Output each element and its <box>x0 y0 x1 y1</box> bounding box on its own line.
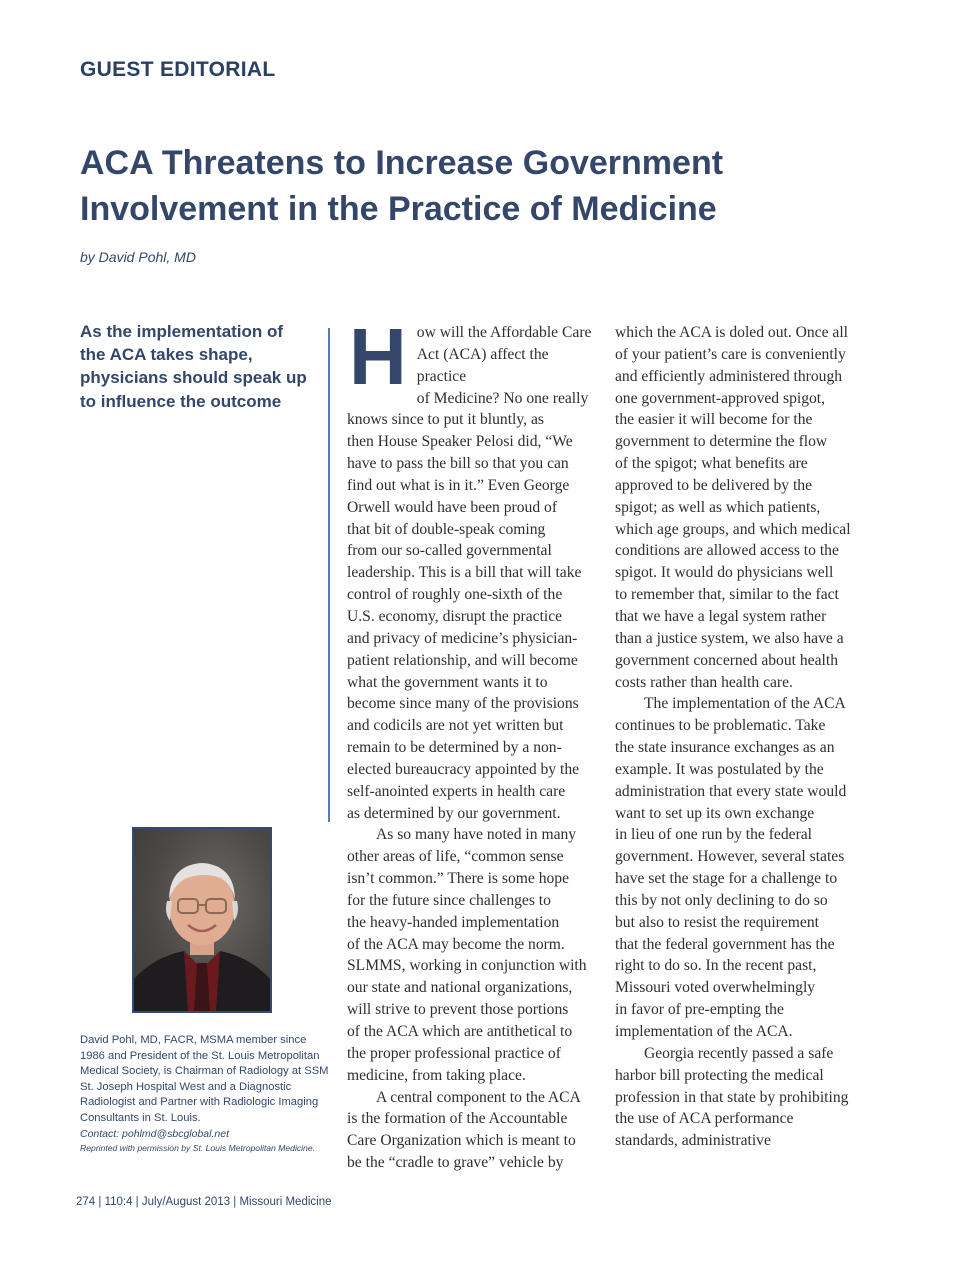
paragraph-1-text: ow will the Affordable Care Act (ACA) affect the practice of Medicine? No one really knows since to put it bluntly, as then House Speaker Pelosi did, “We have to pass the bill so that you can find out what is in it.” Even George Orwell would have been proud of that bit of double-speak coming from our so-called governmental leadership. This is a bill that will take control of roughly one-sixth of the U.S. economy, disrupt the practice and privacy of medicine’s physician- patient relationship, and will become what the government wants it to become since many of the provisions and codicils are not yet written but remain to be determined by a non- elected bureaucracy appointed by the self-anointed experts in health care as determined by our government. <box>347 324 592 822</box>
article-title: ACA Threatens to Increase Government Involvement in the Practice of Medicine <box>80 144 724 228</box>
pull-quote: As the implementation of the ACA takes shape, physicians should speak up to influence the outcome <box>80 322 307 411</box>
author-bio-text: David Pohl, MD, FACR, MSMA member since 1986 and President of the St. Louis Metropolitan Medical Society, is Chairman of Radiology at SSM St. Joseph Hospital West and a Diagnostic Radiologist and Partner with Radiologic Imaging Consultants in St. Louis. <box>80 1034 329 1124</box>
article-column-2 <box>615 322 867 1152</box>
drop-cap: H <box>349 312 407 401</box>
reprint-notice: Reprinted with permission by St. Louis Metropolitan Medicine. <box>80 1143 316 1154</box>
article-column-1 <box>347 312 599 1174</box>
section-label: GUEST EDITORIAL <box>80 58 276 81</box>
author-photo <box>132 827 272 1013</box>
page-footer: 274 | 110:4 | July/August 2013 | Missouri Medicine <box>76 1196 332 1208</box>
byline: by David Pohl, MD <box>80 249 196 265</box>
paragraph-5: The implementation of the ACA continues to be problematic. Take the state insurance exchanges as an example. It was postulated by the administration that every state would want to set up its own exchange in lieu of one run by the federal government. However, several states have set the stage for a challenge to this by not only declining to do so but also to resist the requirement that the federal government has the right to do so. In the recent past, Missouri voted overwhelmingly in favor of pre-empting the implementation of the ACA. <box>615 695 847 1040</box>
column-divider <box>328 328 330 822</box>
paragraph-3: A central component to the ACA is the formation of the Accountable Care Organization which is meant to be the “cradle to grave” vehicle by <box>347 1088 581 1172</box>
author-bio <box>80 1033 330 1155</box>
paragraph-2: As so many have noted in many other areas of life, “common sense isn’t common.” There is some hope for the future since challenges to the heavy-handed implementation of the ACA may become the norm. SLMMS, working in conjunction with our state and national organizations, will strive to prevent those portions of the ACA which are antithetical to the proper professional practice of medicine, from taking place. <box>347 826 587 1084</box>
author-portrait-graphic <box>134 829 270 1011</box>
paragraph-6: Georgia recently passed a safe harbor bill protecting the medical profession in that state by prohibiting the use of ACA performance standards, administrative <box>615 1044 849 1150</box>
paragraph-4: which the ACA is doled out. Once all of your patient’s care is conveniently and efficiently administered through one government-approved spigot, the easier it will become for the government to determine the flow of the spigot; what benefits are approved to be delivered by the spigot; as well as which patients, which age groups, and which medical conditions are allowed access to the spigot. It would do physicians well to remember that, similar to the fact that we have a legal system rather than a justice system, we also have a government concerned about health costs rather than health care. <box>615 324 851 691</box>
author-contact: Contact: pohlmd@sbcglobal.net <box>80 1127 229 1140</box>
paragraph-1 <box>347 312 599 824</box>
